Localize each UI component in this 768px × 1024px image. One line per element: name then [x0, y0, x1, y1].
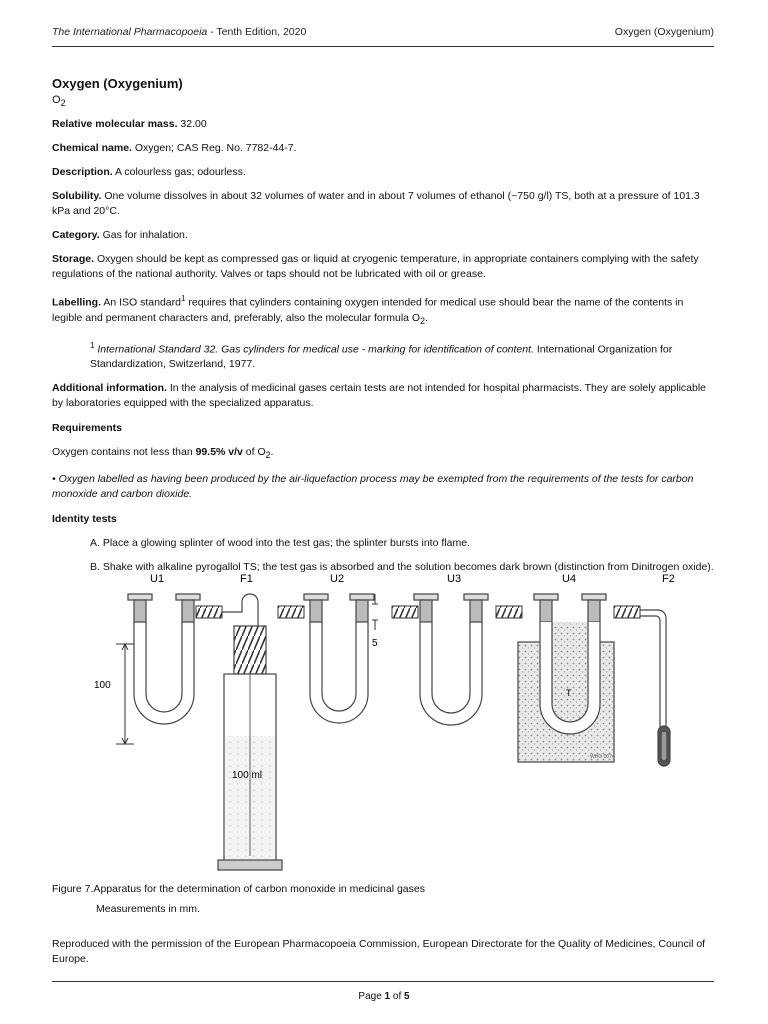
total-pages: 5	[404, 991, 410, 1002]
identity-test-a: A. Place a glowing splinter of wood into the test gas; the splinter bursts into flame.	[90, 537, 470, 550]
reproduction-notice: Reproduced with the permission of the European Pharmacopoeia Commission, European Directorate for the Quality of Medicines, Council of Europe.	[52, 938, 706, 965]
tube-f2	[640, 610, 670, 766]
footer-divider	[52, 981, 714, 982]
label-f1: F1	[240, 573, 253, 585]
chemical-name: Chemical name. Oxygen; CAS Reg. No. 7782-44-7.	[52, 142, 297, 155]
requirements-note: • Oxygen labelled as having been produced by the air-liquefaction process may be exempted from the requirements of the tests for carbon monoxide and carbon dioxide.	[52, 473, 694, 501]
u-tube-u2	[304, 594, 374, 723]
dimension-100	[116, 644, 134, 744]
relative-molecular-mass: Relative molecular mass. 32.00	[52, 118, 207, 131]
monograph-title: Oxygen (Oxygenium)	[52, 76, 183, 91]
molecular-formula: $O_2$	[52, 94, 66, 109]
label-u3: U3	[447, 573, 462, 585]
identity-tests-heading: Identity tests	[52, 513, 117, 526]
category: Category. Gas for inhalation.	[52, 229, 188, 242]
coupling-4	[496, 606, 522, 618]
figure-code: WHO 0074	[590, 754, 615, 760]
figure-measurements: Measurements in mm.	[96, 903, 200, 915]
page-footer: Page 1 of 5	[358, 991, 410, 1002]
identity-test-b: B. Shake with alkaline pyrogallol TS; the test gas is absorbed and the solution becomes dark brown (distinction from Dinitrogen oxide).	[90, 561, 714, 574]
label-u2: U2	[330, 573, 345, 585]
header-monograph-title: Oxygen (Oxygenium)	[614, 26, 714, 38]
description: Description. A colourless gas; odourless.	[52, 166, 246, 179]
label-u1: U1	[150, 573, 165, 585]
additional-information: Additional information. In the analysis of medicinal gases certain tests are not intended for hospital pharmacists. They are solely applicable by laboratories equipped with the specialized apparatus.	[52, 382, 707, 410]
requirements-assay-limit: Oxygen contains not less than 99.5% v/v of $O_2$.	[52, 446, 274, 461]
header-divider	[52, 46, 714, 47]
storage: Storage. Oxygen should be kept as compressed gas or liquid at cryogenic temperature, in appropriate containers complying with the safety regulations of the national authority. Valves or taps should not be lubricated with oil or grease.	[52, 253, 699, 281]
footnote-ref[interactable]: 1	[181, 294, 186, 304]
u-tube-u3	[414, 594, 488, 725]
flask-f1	[218, 594, 282, 870]
requirements-heading: Requirements	[52, 422, 123, 435]
coupling-2	[278, 606, 304, 618]
u-tube-u4	[518, 594, 614, 762]
coupling-3	[392, 606, 418, 618]
monograph-body	[52, 76, 716, 575]
header-publication: The International Pharmacopoeia - Tenth Edition, 2020	[52, 26, 307, 38]
coupling-1	[196, 606, 222, 618]
dimension-100-label: 100	[94, 680, 111, 691]
current-page: 1	[384, 991, 391, 1002]
solubility: Solubility. One volume dissolves in about 32 volumes of water and in about 7 volumes of ethanol (~750 g/l) TS, both at a pressure of 101.3 kPa and 20°C.	[52, 190, 700, 218]
apparatus-figure	[92, 566, 704, 878]
footnote: $^1$ International Standard 32. Gas cylinders for medical use - marking for identification of content. International Organization for Standardization, Switzerland, 1977.	[90, 340, 673, 371]
coupling-5	[614, 606, 640, 618]
temperature-label: T	[566, 688, 572, 698]
label-f2: F2	[662, 573, 675, 585]
u-tube-u1	[128, 594, 200, 724]
label-u4: U4	[562, 573, 577, 585]
figure-caption: Figure 7.Apparatus for the determination of carbon monoxide in medicinal gases	[52, 883, 425, 895]
volume-label: 100 ml	[232, 770, 263, 781]
labelling: Labelling. An ISO standard$^1$ requires that cylinders containing oxygen intended for medical use should bear the name of the contents in legible and permanent characters and, preferably, also the molecular formula $O_2$.	[52, 294, 684, 326]
dimension-5-label: 5	[372, 638, 378, 649]
